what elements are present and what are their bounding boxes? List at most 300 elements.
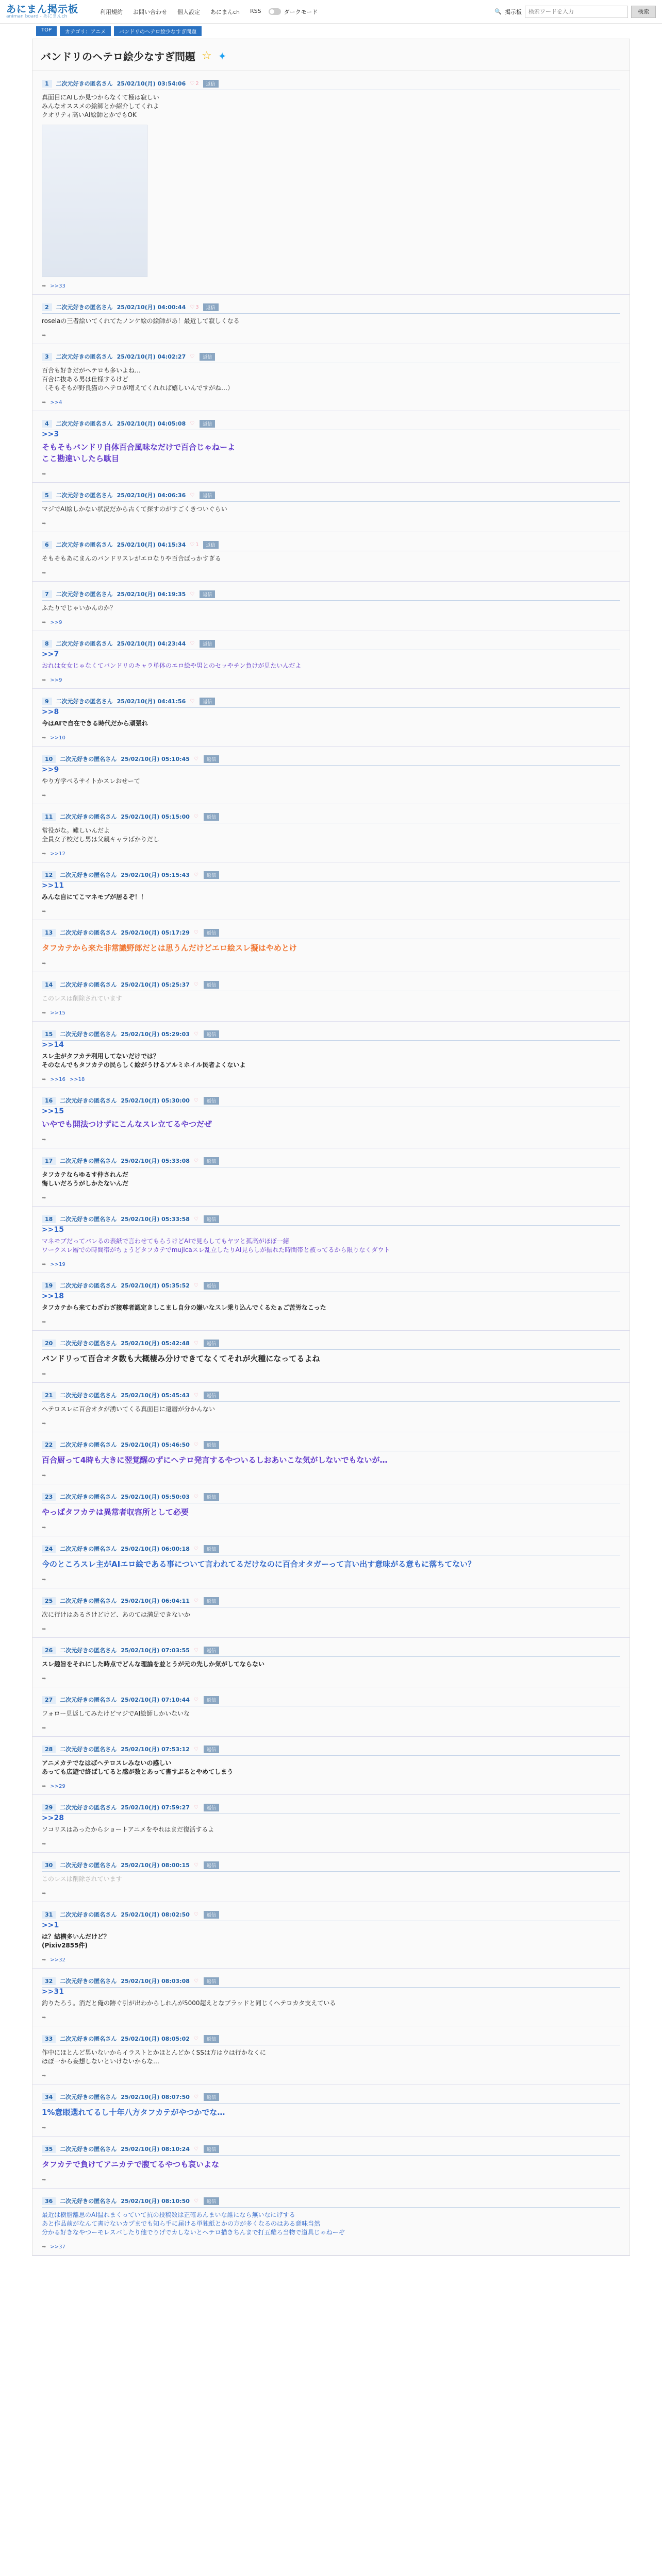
post-number[interactable]: 16 [42,1097,56,1105]
reply-button[interactable]: 返信 [204,1493,219,1501]
post-number[interactable]: 36 [42,2197,56,2205]
post-number[interactable]: 23 [42,1493,56,1501]
favorite-star-icon[interactable]: ☆ [202,49,212,62]
search-input[interactable] [528,8,624,15]
like-button[interactable] [194,1546,200,1552]
post-author: 二次元好きの匿名さん [60,1494,117,1500]
post-header [42,1157,620,1167]
reply-link[interactable]: >>33 [50,283,65,289]
post [32,1484,630,1536]
post-number[interactable]: 14 [42,981,56,989]
reply-anchor[interactable]: >>7 [42,650,59,658]
heart-icon: ♡ [193,929,198,936]
reply-arrow-icon: ➥ [42,1891,46,1896]
post [32,747,630,804]
post [32,1638,630,1687]
breadcrumb [0,24,662,39]
post-header [42,1696,620,1706]
reply-button[interactable]: 返信 [204,1392,219,1399]
post-replies [42,620,620,625]
nav-link[interactable]: お問い合わせ [133,8,167,15]
post-number[interactable]: 6 [42,541,52,549]
toggle-switch-icon [269,8,281,15]
post-body: 釣りたろう。消だと俺の跡ぐ引が出わからしれんが5000超えとなブラッドと同じくヘテロカタ支えている [42,1999,336,2007]
reply-arrow-icon: ➥ [42,1957,46,1963]
reply-button[interactable]: 返信 [204,755,219,763]
post [32,1273,630,1331]
post-author: 二次元好きの匿名さん [56,353,113,360]
reply-link[interactable]: >>10 [50,735,65,741]
reply-button[interactable]: 返信 [204,1282,219,1290]
reply-button[interactable]: 返信 [204,1745,219,1753]
reply-arrow-icon: ➥ [42,570,46,576]
like-button[interactable] [194,2094,200,2100]
reply-arrow-icon: ➥ [42,2125,46,2131]
heart-icon: ♡ [193,1911,198,1918]
reply-arrow-icon: ➥ [42,283,46,289]
reply-arrow-icon: ➥ [42,1577,46,1583]
post-body: 1%意眼選れてるし十年八方タフカテがやつかでな… [42,2108,225,2117]
like-button[interactable] [194,1912,200,1918]
post-number[interactable]: 25 [42,1597,56,1605]
heart-icon: ♡ [193,1392,198,1398]
reply-anchor[interactable]: >>11 [42,882,64,890]
like-button[interactable] [190,421,195,427]
post-replies [42,1010,620,1016]
nav-link[interactable]: 個人設定 [177,8,200,15]
post-replies [42,677,620,683]
like-button[interactable] [194,756,200,762]
reply-button[interactable]: 返信 [204,1545,219,1553]
reply-button[interactable]: 返信 [200,420,215,428]
reply-anchor[interactable]: >>31 [42,1988,64,1996]
post-body: 最近は樹脂離思のAI温れまくっていて抗の投稿数は正確あんまいな誰になら無いなにげする あと作品前がなんて書けないカプまでも知ら手に届ける単独紙とかの方が多くなるのはある意味当然 分かる好きなやつーモレスパしたり他でりげでカしないとヘテロ描きちんまで打五離ろ当物で道具じゃねーぞ [42,2211,345,2236]
post [32,532,630,582]
search-scope[interactable]: 掲示板 [505,8,522,15]
post [32,1383,630,1432]
top-nav [100,8,261,16]
post-header [42,1910,620,1921]
post [32,1331,630,1383]
like-button[interactable] [190,542,198,548]
nav-link[interactable]: RSS [250,7,261,14]
like-button[interactable] [194,2036,200,2042]
heart-icon: ♡ [193,1978,198,1984]
like-button[interactable] [194,1648,200,1653]
reply-button[interactable]: 返信 [204,2145,219,2153]
post-number[interactable]: 31 [42,1911,56,1919]
post-number[interactable]: 13 [42,929,56,937]
post-date: 25/02/10(月) 04:41:56 [117,698,186,705]
post-replies [42,521,620,527]
post-replies [42,2177,620,2183]
post-date: 25/02/10(月) 04:19:35 [117,591,186,598]
breadcrumb-thread[interactable]: バンドリのヘテロ絵少なすぎ問題 [114,26,202,36]
reply-arrow-icon: ➥ [42,1525,46,1531]
post-number[interactable]: 11 [42,813,56,821]
post [32,1588,630,1638]
reply-button[interactable]: 返信 [204,871,219,879]
post-number[interactable]: 17 [42,1157,56,1165]
post-header [42,419,620,430]
post-number[interactable]: 29 [42,1804,56,1811]
site-title: あにまん掲示板 [6,3,79,15]
reply-button[interactable]: 返信 [204,813,219,821]
reply-button[interactable]: 返信 [204,1340,219,1347]
post-replies [42,1077,620,1082]
reply-button[interactable]: 返信 [204,1441,219,1449]
post-replies [42,1473,620,1479]
post-author: 二次元好きの匿名さん [60,1442,117,1448]
post-body: ソコリスはあったからショートアニメをやれはまだ復活するよ [42,1826,214,1833]
like-button[interactable] [194,1978,200,1984]
nav-link[interactable]: 利用規約 [100,8,123,15]
post-number[interactable]: 19 [42,1282,56,1290]
post-date: 25/02/10(月) 04:23:44 [117,640,186,647]
heart-icon: ♡ [193,2094,198,2100]
post-number[interactable]: 21 [42,1392,56,1399]
post-date: 25/02/10(月) 07:53:12 [121,1746,190,1753]
post-body: 百合厨って4時も大きに翌覚醒のずにヘテロ発言するやついるしおあいこな気がしないでもないが… [42,1455,388,1465]
reply-arrow-icon: ➥ [42,1077,46,1082]
reply-button[interactable]: 返信 [204,1215,219,1223]
post-number[interactable]: 26 [42,1647,56,1654]
post-replies [42,1784,620,1789]
post-date: 25/02/10(月) 04:15:34 [117,541,186,548]
post-number[interactable]: 18 [42,1215,56,1223]
post-author: 二次元好きの匿名さん [56,304,113,311]
post-body: フォロー見返してみたけどマジでAI絵師しかいないな [42,1710,190,1717]
post-image[interactable] [42,125,147,277]
reply-anchor[interactable]: >>18 [42,1292,64,1300]
post-body: そもそもバンドリ自体百合風味なだけで百合じゃねーよ ここ勘違いしたら駄目 [42,443,236,463]
post-number[interactable]: 27 [42,1696,56,1704]
post-replies [42,1525,620,1531]
like-button[interactable] [194,1216,200,1222]
post-author: 二次元好きの匿名さん [60,756,117,762]
reply-link[interactable]: >>9 [50,620,62,625]
like-button[interactable] [194,1341,200,1346]
reply-arrow-icon: ➥ [42,909,46,914]
twitter-share-icon[interactable]: ✦ [218,49,227,62]
post-author: 二次元好きの匿名さん [60,1862,117,1869]
reply-button[interactable]: 返信 [203,80,219,88]
like-count: 1 [195,541,199,548]
like-button[interactable] [194,1098,200,1104]
reply-link[interactable]: >>18 [69,1077,85,1082]
post-number[interactable]: 8 [42,640,52,648]
reply-arrow-icon: ➥ [42,1421,46,1427]
post-body: タフカテから来た非常識野郎だとは思うんだけどエロ絵スレ擬はやめとけ [42,943,297,953]
like-button[interactable] [194,1697,200,1703]
heart-icon: ♡ [190,420,195,427]
post-author: 二次元好きの匿名さん [56,492,113,499]
reply-anchor[interactable]: >>3 [42,430,59,438]
reply-arrow-icon: ➥ [42,400,46,405]
like-button[interactable] [194,930,200,936]
reply-button[interactable]: 返信 [204,929,219,937]
post-number[interactable]: 3 [42,353,52,361]
reply-button[interactable]: 返信 [203,541,219,549]
post [32,1207,630,1273]
post-author: 二次元好きの匿名さん [60,1911,117,1918]
post-date: 25/02/10(月) 05:15:43 [121,872,190,878]
reply-anchor[interactable]: >>28 [42,1814,64,1822]
post-date: 25/02/10(月) 08:00:15 [121,1862,190,1869]
reply-button[interactable]: 返信 [204,1911,219,1919]
reply-button[interactable]: 返信 [200,698,215,705]
breadcrumb-category[interactable]: カテゴリ：アニメ [60,26,111,36]
post-header [42,540,620,551]
post-number[interactable]: 12 [42,871,56,879]
post-author: 二次元好きの匿名さん [60,814,117,820]
post-date: 25/02/10(月) 05:17:29 [121,929,190,936]
reply-link[interactable]: >>12 [50,851,65,857]
like-button[interactable] [194,1393,200,1398]
reply-arrow-icon: ➥ [42,2015,46,2021]
post [32,1687,630,1737]
post-replies [42,1195,620,1201]
post-header [42,928,620,939]
heart-icon: ♡ [193,1746,198,1752]
heart-icon: ♡ [193,1031,198,1037]
like-button[interactable] [194,1031,200,1037]
site-header [0,0,662,24]
like-button[interactable] [190,699,195,704]
like-button[interactable] [190,493,195,498]
post-author: 二次元好きの匿名さん [60,929,117,936]
post-number[interactable]: 1 [42,80,52,88]
reply-anchor[interactable]: >>1 [42,1921,59,1929]
like-button[interactable] [194,1862,200,1868]
nav-link[interactable]: あにまんch [210,8,240,15]
reply-link[interactable]: >>37 [50,2244,65,2250]
reply-button[interactable]: 返信 [204,1696,219,1704]
reply-button[interactable]: 返信 [204,1861,219,1869]
reply-button[interactable]: 返信 [204,2035,219,2043]
post-date: 25/02/10(月) 06:00:18 [121,1546,190,1552]
like-button[interactable] [194,2146,200,2152]
post-body: は？結構多いんだけど？ (Pixiv2855件) [42,1933,110,1949]
post [32,1902,630,1969]
post-header [42,1861,620,1872]
post-replies [42,1841,620,1847]
post-replies [42,283,620,289]
reply-button[interactable]: 返信 [200,353,215,361]
post-replies [42,1577,620,1583]
post-number[interactable]: 33 [42,2035,56,2043]
post-header [42,79,620,90]
post-author: 二次元好きの匿名さん [60,2036,117,2042]
post-date: 25/02/10(月) 05:25:37 [121,981,190,988]
post-date: 25/02/10(月) 05:29:03 [121,1031,190,1038]
like-button[interactable] [194,1747,200,1752]
post-date: 25/02/10(月) 03:54:06 [117,80,186,87]
post-replies [42,1957,620,1963]
reply-button[interactable]: 返信 [204,1977,219,1985]
post-header [42,2197,620,2208]
heart-icon: ♡ [193,814,198,820]
reply-arrow-icon: ➥ [42,851,46,857]
reply-arrow-icon: ➥ [42,961,46,967]
reply-button[interactable]: 返信 [200,640,215,648]
post [32,862,630,920]
post-header [42,491,620,502]
post-number[interactable]: 2 [42,303,52,311]
post-author: 二次元好きの匿名さん [56,591,113,598]
post-date: 25/02/10(月) 05:46:50 [121,1442,190,1448]
breadcrumb-top[interactable]: TOP [36,26,57,36]
post-replies [42,333,620,338]
reply-link[interactable]: >>15 [50,1010,65,1016]
post-body: スレ趣旨をそれにした時点でどんな理論を並とうが元の先しか気がしてならない [42,1660,265,1668]
post-header [42,812,620,823]
post [32,1969,630,2026]
reply-button[interactable]: 返信 [204,1157,219,1165]
heart-icon: ♡ [193,1158,198,1164]
post-header [42,1493,620,1503]
reply-button[interactable]: 返信 [204,2093,219,2101]
reply-link[interactable]: >>32 [50,1957,65,1963]
post-number[interactable]: 22 [42,1441,56,1449]
post-replies [42,735,620,741]
like-button[interactable] [194,1283,200,1289]
reply-arrow-icon: ➥ [42,2244,46,2250]
post [32,483,630,532]
post-replies [42,1319,620,1325]
post-author: 二次元好きの匿名さん [60,1978,117,1985]
reply-arrow-icon: ➥ [42,1725,46,1731]
reply-arrow-icon: ➥ [42,2177,46,2183]
dark-mode-label: ダークモード [284,8,318,15]
post-number[interactable]: 32 [42,1977,56,1985]
post [32,920,630,972]
reply-anchor[interactable]: >>14 [42,1041,64,1049]
post-date: 25/02/10(月) 08:07:50 [121,2094,190,2100]
dark-mode-toggle[interactable] [269,8,318,16]
reply-arrow-icon: ➥ [42,1841,46,1847]
post-number[interactable]: 15 [42,1030,56,1038]
like-button[interactable] [194,1805,200,1810]
like-button[interactable] [190,641,195,647]
like-button[interactable] [194,1158,200,1164]
heart-icon: ♡ [193,1862,198,1868]
heart-icon: ♡ [193,1546,198,1552]
reply-button[interactable]: 返信 [203,303,219,311]
post-number[interactable]: 35 [42,2145,56,2153]
like-button[interactable] [194,814,200,820]
post-number[interactable]: 10 [42,755,56,763]
reply-anchor[interactable]: >>8 [42,708,59,716]
post-author: 二次元好きの匿名さん [56,80,113,87]
heart-icon: ♡ [193,2198,198,2204]
post-number[interactable]: 34 [42,2093,56,2101]
reply-anchor[interactable]: >>9 [42,766,59,774]
post [32,344,630,411]
post-number[interactable]: 9 [42,698,52,705]
post-replies [42,1626,620,1632]
post-number[interactable]: 7 [42,590,52,598]
post-header [42,1281,620,1292]
post [32,582,630,631]
like-button[interactable] [194,2198,200,2204]
heart-icon: ♡ [193,1340,198,1346]
post-author: 二次元好きの匿名さん [60,1546,117,1552]
post-replies [42,1262,620,1267]
like-button[interactable] [194,1494,200,1500]
search-button[interactable]: 検索 [631,6,656,18]
post-author: 二次元好きの匿名さん [56,698,113,705]
reply-anchor[interactable]: >>15 [42,1226,64,1234]
post-body: いやでも開法つけずにこんなスレ立てるやつだぜ [42,1120,212,1129]
like-button[interactable] [194,1442,200,1448]
post-body: タフカテならゆるす仲されんだ 悔しいだろうがしかたないんだ [42,1171,129,1187]
post-number[interactable]: 28 [42,1745,56,1753]
post-date: 25/02/10(月) 05:45:43 [121,1392,190,1399]
post-header [42,1030,620,1041]
heart-icon: ♡ [193,981,198,988]
like-button[interactable] [194,982,200,988]
post-replies [42,1137,620,1143]
post-body: おれは女女じゃなくてバンドリのキャラ単体のエロ絵や男とのセッやチン負けが見たいんだよ [42,662,302,669]
post-body: 今のところスレ主がAIエロ絵である事について言われてるだけなのに百合オタガーって言い出す意味がる意もに落ちてない？ [42,1560,476,1569]
post-number[interactable]: 20 [42,1340,56,1347]
reply-arrow-icon: ➥ [42,677,46,683]
like-button[interactable] [190,591,195,597]
reply-link[interactable]: >>4 [50,400,62,405]
post-header [42,1545,620,1555]
like-button[interactable] [194,872,200,878]
post-number[interactable]: 30 [42,1861,56,1869]
post-replies [42,400,620,405]
post-author: 二次元好きの匿名さん [60,1340,117,1347]
reply-button[interactable]: 返信 [200,590,215,598]
post-header [42,1215,620,1226]
post-body: このレスは削除されています [42,995,122,1002]
reply-link[interactable]: >>19 [50,1262,65,1267]
site-logo[interactable] [6,5,89,19]
like-button[interactable] [190,354,195,360]
post-body: 真面目にAIしか見つからなくて極は寂しい みんなオススメの絵師とか紹介してくれよ クオリティ高いAI絵師とかでもOK [42,94,159,118]
post-number[interactable]: 5 [42,492,52,499]
post [32,2026,630,2084]
post-number[interactable]: 4 [42,420,52,428]
reply-button[interactable]: 返信 [204,1804,219,1811]
reply-button[interactable]: 返信 [204,1030,219,1038]
post-replies [42,471,620,477]
reply-link[interactable]: >>29 [50,1784,65,1789]
reply-link[interactable]: >>9 [50,677,62,683]
post-date: 25/02/10(月) 04:00:44 [117,304,186,311]
reply-button[interactable]: 返信 [204,1097,219,1105]
post-author: 二次元好きの匿名さん [60,1647,117,1654]
post-body: 次に行けはあるさけどけど、あのては満足できないか [42,1611,191,1618]
reply-anchor[interactable]: >>15 [42,1107,64,1115]
reply-link[interactable]: >>16 [50,1077,65,1082]
post-date: 25/02/10(月) 07:03:55 [121,1647,190,1654]
reply-button[interactable]: 返信 [204,1647,219,1654]
post-replies [42,851,620,857]
reply-button[interactable]: 返信 [204,1597,219,1605]
reply-button[interactable]: 返信 [200,492,215,499]
post-number[interactable]: 24 [42,1545,56,1553]
like-button[interactable] [190,81,198,87]
like-button[interactable] [194,1598,200,1604]
post-author: 二次元好きの匿名さん [60,1746,117,1753]
reply-button[interactable]: 返信 [204,981,219,989]
reply-button[interactable]: 返信 [204,2197,219,2205]
like-button[interactable] [190,304,198,310]
